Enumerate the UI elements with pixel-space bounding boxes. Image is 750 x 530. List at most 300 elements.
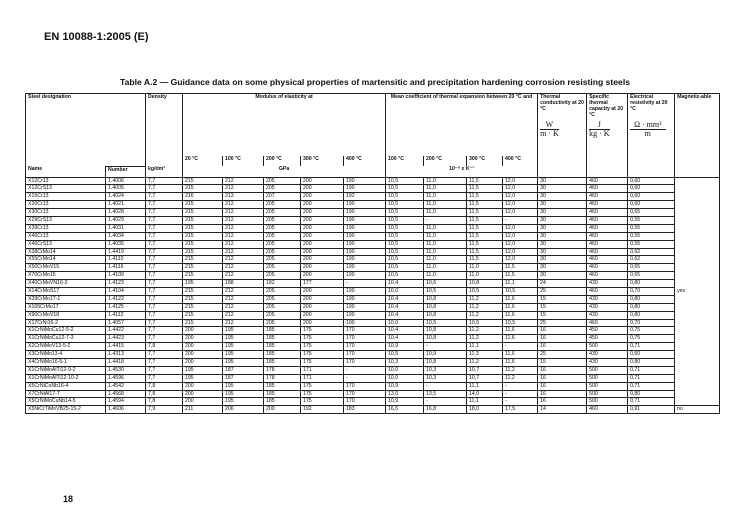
value-cell: 185 xyxy=(264,327,301,335)
thermal-conductivity-unit: $\frac{W}{m \cdot K}$ xyxy=(540,120,559,138)
value-cell: 11,5 xyxy=(467,193,503,201)
value-cell: 185 xyxy=(264,351,301,359)
value-cell: 11,5 xyxy=(467,224,503,232)
value-cell: 10,4 xyxy=(386,280,424,288)
value-cell: 11,5 xyxy=(467,209,503,217)
steel-number-cell: 1.4021 xyxy=(106,201,146,209)
value-cell: 11,5 xyxy=(467,201,503,209)
value-cell: 11,2 xyxy=(503,366,538,374)
steel-name-cell: X3CrNiMo13-4 xyxy=(26,351,106,359)
value-cell: 190 xyxy=(344,240,386,248)
steel-number-cell: 1.4418 xyxy=(106,358,146,366)
value-cell: 183 xyxy=(344,406,386,414)
table-row xyxy=(26,319,720,327)
value-cell: 211 xyxy=(183,406,223,414)
steel-name-cell: X46CrS13 xyxy=(26,240,106,248)
value-cell: 460 xyxy=(587,248,628,256)
value-cell: 10,5 xyxy=(424,319,467,327)
value-cell: 205 xyxy=(264,177,301,185)
value-cell: 10,4 xyxy=(386,327,424,335)
value-cell: 190 xyxy=(344,264,386,272)
value-cell: 15 xyxy=(538,358,587,366)
steel-name-cell: X5NiCrTiMoVB25-15-2 xyxy=(26,406,106,414)
value-cell: 190 xyxy=(344,303,386,311)
value-cell: 10,3 xyxy=(424,374,467,382)
value-cell: 11,6 xyxy=(503,351,538,359)
steel-number-cell: 1.4029 xyxy=(106,216,146,224)
value-cell: 15 xyxy=(538,295,587,303)
value-cell: 7,7 xyxy=(146,209,183,217)
value-cell: 7,7 xyxy=(146,193,183,201)
value-cell: 10,5 xyxy=(386,177,424,185)
value-cell: 7,7 xyxy=(146,185,183,193)
value-cell: 175 xyxy=(301,343,344,351)
document-id: EN 10088-1:2005 (E) xyxy=(44,31,149,43)
value-cell: 30 xyxy=(538,209,587,217)
value-cell: 205 xyxy=(264,264,301,272)
header-expansion-200: 200 °C xyxy=(424,156,467,167)
value-cell: 0,55 xyxy=(628,216,675,224)
steel-name-cell: X4CrNiMo16-5-1 xyxy=(26,358,106,366)
value-cell: 11,5 xyxy=(467,256,503,264)
header-electrical-resistivity xyxy=(628,94,675,178)
value-cell: 200 xyxy=(183,343,223,351)
value-cell: 460 xyxy=(587,272,628,280)
value-cell: 30 xyxy=(538,240,587,248)
value-cell: 192 xyxy=(344,193,386,201)
value-cell: 170 xyxy=(344,382,386,390)
value-cell: 11,6 xyxy=(503,358,538,366)
value-cell: 10,5 xyxy=(386,232,424,240)
steel-name-cell: X29CrS13 xyxy=(26,216,106,224)
value-cell: 30 xyxy=(538,264,587,272)
value-cell: 11,3 xyxy=(467,351,503,359)
value-cell: 215 xyxy=(183,287,223,295)
value-cell: 185 xyxy=(264,390,301,398)
value-cell: - xyxy=(424,343,467,351)
value-cell: 170 xyxy=(344,343,386,351)
value-cell: 14 xyxy=(538,406,587,414)
steel-name-cell: X7CrNiAl17-7 xyxy=(26,390,106,398)
value-cell: 12,0 xyxy=(503,201,538,209)
magnetizable-yes-cell: yes xyxy=(675,177,720,406)
value-cell: 11,6 xyxy=(503,327,538,335)
value-cell: 460 xyxy=(587,256,628,264)
value-cell: 200 xyxy=(301,216,344,224)
header-density: Density xyxy=(146,94,183,156)
value-cell: 175 xyxy=(301,327,344,335)
value-cell: 25 xyxy=(538,351,587,359)
steel-name-cell: X39Cr13 xyxy=(26,224,106,232)
table-row xyxy=(26,248,720,256)
value-cell: 500 xyxy=(587,398,628,406)
table-row xyxy=(26,224,720,232)
value-cell: 11,2 xyxy=(467,303,503,311)
value-cell: 190 xyxy=(344,248,386,256)
value-cell: 212 xyxy=(223,311,264,319)
value-cell: 190 xyxy=(344,311,386,319)
value-cell: 200 xyxy=(301,177,344,185)
header-magnetizable: Magnetiz-able xyxy=(675,94,720,178)
header-density-unit: kg/dm³ xyxy=(146,166,183,177)
value-cell: 190 xyxy=(344,295,386,303)
value-cell: 212 xyxy=(223,240,264,248)
value-cell: 460 xyxy=(587,232,628,240)
specific-heat-label: Specific thermal capacity at 20 °C xyxy=(589,94,624,118)
value-cell: 30 xyxy=(538,256,587,264)
table-row xyxy=(26,390,720,398)
steel-number-cell: 1.4104 xyxy=(106,287,146,295)
value-cell: 200 xyxy=(301,224,344,232)
value-cell: 450 xyxy=(587,335,628,343)
value-cell: 190 xyxy=(344,177,386,185)
value-cell: - xyxy=(424,382,467,390)
table-caption: Table A.2 — Guidance data on some physical properties of martensitic and precipitation hardening corrosion resisting steels xyxy=(119,77,630,87)
value-cell: 205 xyxy=(264,287,301,295)
value-cell: 215 xyxy=(183,272,223,280)
value-cell: 10,3 xyxy=(424,366,467,374)
table-row xyxy=(26,295,720,303)
value-cell: 10,5 xyxy=(386,224,424,232)
value-cell: 195 xyxy=(183,374,223,382)
steel-number-cell: 1.4596 xyxy=(106,374,146,382)
value-cell: 215 xyxy=(183,209,223,217)
steel-number-cell: 1.4542 xyxy=(106,382,146,390)
value-cell: 0,71 xyxy=(628,382,675,390)
value-cell: 192 xyxy=(301,406,344,414)
value-cell: 500 xyxy=(587,374,628,382)
steel-number-cell: 1.4028 xyxy=(106,209,146,217)
steel-name-cell: X39CrMo17-1 xyxy=(26,295,106,303)
value-cell: 7,7 xyxy=(146,248,183,256)
table-row xyxy=(26,201,720,209)
value-cell: 25 xyxy=(538,319,587,327)
header-modulus-20: 20 °C xyxy=(183,156,223,167)
value-cell: 10,5 xyxy=(386,185,424,193)
value-cell: 10,5 xyxy=(386,193,424,201)
value-cell: 430 xyxy=(587,358,628,366)
value-cell: 205 xyxy=(264,319,301,327)
value-cell: 16 xyxy=(538,382,587,390)
value-cell: 11,0 xyxy=(424,209,467,217)
value-cell: 0,60 xyxy=(628,201,675,209)
value-cell: 460 xyxy=(587,216,628,224)
value-cell: 212 xyxy=(223,256,264,264)
value-cell: 12,0 xyxy=(503,209,538,217)
value-cell: 200 xyxy=(301,264,344,272)
value-cell: 206 xyxy=(223,406,264,414)
value-cell: 215 xyxy=(183,319,223,327)
value-cell: - xyxy=(344,280,386,288)
value-cell: 11,2 xyxy=(467,358,503,366)
value-cell: 11,0 xyxy=(424,193,467,201)
value-cell: 215 xyxy=(183,256,223,264)
value-cell: 11,0 xyxy=(424,264,467,272)
value-cell: 188 xyxy=(223,280,264,288)
value-cell: 212 xyxy=(223,185,264,193)
value-cell: 10,5 xyxy=(467,287,503,295)
value-cell: 10,7 xyxy=(467,374,503,382)
table-row xyxy=(26,240,720,248)
value-cell: 0,80 xyxy=(628,303,675,311)
value-cell: 30 xyxy=(538,224,587,232)
value-cell: 200 xyxy=(301,185,344,193)
value-cell: 11,0 xyxy=(424,272,467,280)
value-cell: 205 xyxy=(264,248,301,256)
value-cell: 195 xyxy=(223,382,264,390)
value-cell: 215 xyxy=(183,224,223,232)
value-cell: 7,7 xyxy=(146,201,183,209)
value-cell: 7,7 xyxy=(146,264,183,272)
value-cell: 13,0 xyxy=(386,390,424,398)
steel-name-cell: X12CrS13 xyxy=(26,185,106,193)
value-cell: 190 xyxy=(344,319,386,327)
value-cell: 187 xyxy=(223,374,264,382)
value-cell: 7,8 xyxy=(146,390,183,398)
value-cell: 7,7 xyxy=(146,327,183,335)
value-cell: 7,7 xyxy=(146,287,183,295)
table-row xyxy=(26,311,720,319)
specific-heat-unit: $\frac{J}{kg \cdot K}$ xyxy=(589,120,610,138)
value-cell: 205 xyxy=(264,185,301,193)
value-cell: 10,7 xyxy=(467,366,503,374)
value-cell: 215 xyxy=(183,295,223,303)
value-cell: - xyxy=(344,366,386,374)
value-cell: - xyxy=(503,343,538,351)
value-cell: 14,0 xyxy=(467,390,503,398)
value-cell: 460 xyxy=(587,193,628,201)
value-cell: 430 xyxy=(587,295,628,303)
value-cell: 0,60 xyxy=(628,351,675,359)
steel-number-cell: 1.4422 xyxy=(106,327,146,335)
value-cell: 13,5 xyxy=(424,390,467,398)
value-cell: 11,1 xyxy=(467,382,503,390)
value-cell: 11,6 xyxy=(503,295,538,303)
value-cell: 200 xyxy=(301,232,344,240)
value-cell: 10,5 xyxy=(386,248,424,256)
steel-name-cell: X46Cr13 xyxy=(26,232,106,240)
value-cell: 205 xyxy=(264,232,301,240)
value-cell: 460 xyxy=(587,224,628,232)
value-cell: 0,55 xyxy=(628,232,675,240)
value-cell: 16 xyxy=(538,366,587,374)
value-cell: 190 xyxy=(344,256,386,264)
value-cell: 215 xyxy=(183,311,223,319)
value-cell: 0,75 xyxy=(628,335,675,343)
steel-name-cell: X14CrMoS17 xyxy=(26,287,106,295)
steel-name-cell: X55CrMo14 xyxy=(26,256,106,264)
header-thermal-conductivity xyxy=(538,94,587,178)
value-cell: 205 xyxy=(264,303,301,311)
steel-name-cell: X38CrMo14 xyxy=(26,248,106,256)
value-cell: 215 xyxy=(183,303,223,311)
value-cell: 10,5 xyxy=(386,209,424,217)
value-cell: 205 xyxy=(264,216,301,224)
value-cell: 187 xyxy=(223,366,264,374)
value-cell: 0,62 xyxy=(628,256,675,264)
value-cell: 7,7 xyxy=(146,351,183,359)
value-cell: 170 xyxy=(344,335,386,343)
value-cell: 7,7 xyxy=(146,280,183,288)
table-body xyxy=(26,177,720,414)
value-cell: 10,9 xyxy=(386,398,424,406)
value-cell: 195 xyxy=(183,366,223,374)
value-cell: 10,4 xyxy=(386,335,424,343)
value-cell: 11,5 xyxy=(467,185,503,193)
value-cell: 16 xyxy=(538,390,587,398)
value-cell: 16 xyxy=(538,343,587,351)
value-cell: 200 xyxy=(301,311,344,319)
table-row xyxy=(26,193,720,201)
value-cell: 10,4 xyxy=(386,295,424,303)
value-cell: 460 xyxy=(587,201,628,209)
value-cell: 430 xyxy=(587,303,628,311)
value-cell: 11,0 xyxy=(424,177,467,185)
value-cell: - xyxy=(503,216,538,224)
value-cell: 11,1 xyxy=(467,398,503,406)
value-cell: 11,0 xyxy=(424,201,467,209)
value-cell: 11,1 xyxy=(503,280,538,288)
value-cell: 195 xyxy=(223,327,264,335)
value-cell: 200 xyxy=(301,295,344,303)
header-spacer xyxy=(146,156,183,167)
value-cell: 171 xyxy=(301,374,344,382)
value-cell: 460 xyxy=(587,406,628,414)
steel-number-cell: 1.4123 xyxy=(106,280,146,288)
value-cell: 10,9 xyxy=(386,343,424,351)
value-cell: 215 xyxy=(183,201,223,209)
value-cell: 10,0 xyxy=(386,287,424,295)
header-modulus-200: 200 °C xyxy=(264,156,301,167)
value-cell: 7,8 xyxy=(146,343,183,351)
value-cell: 7,7 xyxy=(146,303,183,311)
value-cell: 200 xyxy=(183,382,223,390)
value-cell: 11,0 xyxy=(424,185,467,193)
value-cell: 500 xyxy=(587,382,628,390)
value-cell: 11,6 xyxy=(503,335,538,343)
table-row xyxy=(26,216,720,224)
value-cell: 175 xyxy=(301,351,344,359)
value-cell: 0,65 xyxy=(628,264,675,272)
value-cell: 460 xyxy=(587,240,628,248)
steel-name-cell: X1CrNiMoAlTi12-10-2 xyxy=(26,374,106,382)
value-cell: 190 xyxy=(344,216,386,224)
value-cell: 11,5 xyxy=(467,248,503,256)
value-cell: 200 xyxy=(301,193,344,201)
value-cell: 11,0 xyxy=(467,272,503,280)
value-cell: 460 xyxy=(587,185,628,193)
value-cell: 0,71 xyxy=(628,366,675,374)
table-row xyxy=(26,264,720,272)
steel-name-cell: X50CrMoV15 xyxy=(26,264,106,272)
header-expansion-unit: 10⁻⁶ x K⁻¹ xyxy=(386,166,538,177)
value-cell: 7,7 xyxy=(146,295,183,303)
value-cell: 16 xyxy=(538,374,587,382)
value-cell: 7,7 xyxy=(146,177,183,185)
value-cell: 7,8 xyxy=(146,398,183,406)
value-cell: 0,91 xyxy=(628,406,675,414)
value-cell: 7,7 xyxy=(146,224,183,232)
value-cell: 0,71 xyxy=(628,343,675,351)
steel-number-cell: 1.4419 xyxy=(106,248,146,256)
value-cell: 195 xyxy=(223,351,264,359)
value-cell: 200 xyxy=(183,398,223,406)
value-cell: 178 xyxy=(264,366,301,374)
table-row xyxy=(26,335,720,343)
value-cell: 460 xyxy=(587,319,628,327)
value-cell: 0,80 xyxy=(628,390,675,398)
value-cell: 10,5 xyxy=(503,287,538,295)
value-cell: 12,0 xyxy=(503,232,538,240)
value-cell: 0,60 xyxy=(628,193,675,201)
value-cell: 10,9 xyxy=(424,351,467,359)
table-row xyxy=(26,327,720,335)
value-cell: 190 xyxy=(344,272,386,280)
value-cell: 7,9 xyxy=(146,406,183,414)
value-cell: 10,5 xyxy=(386,351,424,359)
value-cell: 11,0 xyxy=(424,240,467,248)
value-cell: 175 xyxy=(301,382,344,390)
value-cell: 212 xyxy=(223,264,264,272)
value-cell: 175 xyxy=(301,358,344,366)
value-cell: 12,0 xyxy=(503,248,538,256)
value-cell: 10,3 xyxy=(386,358,424,366)
steel-number-cell: 1.4415 xyxy=(106,343,146,351)
table-row xyxy=(26,280,720,288)
table-row xyxy=(26,256,720,264)
table-row xyxy=(26,358,720,366)
value-cell: 195 xyxy=(223,390,264,398)
value-cell: 12,0 xyxy=(503,240,538,248)
value-cell: 10,8 xyxy=(424,311,467,319)
value-cell: 200 xyxy=(183,327,223,335)
steel-name-cell: X1CrNiMoCu12-7-3 xyxy=(26,335,106,343)
table-row xyxy=(26,232,720,240)
value-cell: 11,5 xyxy=(467,240,503,248)
steel-number-cell: 1.4568 xyxy=(106,390,146,398)
value-cell: 430 xyxy=(587,351,628,359)
value-cell: 11,2 xyxy=(467,327,503,335)
value-cell: 213 xyxy=(223,193,264,201)
value-cell: 460 xyxy=(587,177,628,185)
value-cell: 10,5 xyxy=(386,201,424,209)
value-cell: 200 xyxy=(183,335,223,343)
value-cell: 30 xyxy=(538,248,587,256)
header-modulus-100: 100 °C xyxy=(223,156,264,167)
value-cell: 10,0 xyxy=(386,319,424,327)
value-cell: 7,7 xyxy=(146,216,183,224)
steel-number-cell: 1.4122 xyxy=(106,295,146,303)
value-cell: 212 xyxy=(223,287,264,295)
value-cell: 212 xyxy=(223,272,264,280)
steel-number-cell: 1.4110 xyxy=(106,256,146,264)
value-cell: 212 xyxy=(223,216,264,224)
electrical-resistivity-unit: $\frac{\text{Ω · mm²}}{m}$ xyxy=(630,122,665,137)
value-cell: 205 xyxy=(264,295,301,303)
value-cell: - xyxy=(424,398,467,406)
value-cell: 185 xyxy=(264,343,301,351)
steel-name-cell: X20Cr13 xyxy=(26,201,106,209)
steel-number-cell: 1.4125 xyxy=(106,303,146,311)
value-cell: 185 xyxy=(264,335,301,343)
value-cell: 30 xyxy=(538,185,587,193)
steel-name-cell: X70CrMo15 xyxy=(26,272,106,280)
value-cell: 0,80 xyxy=(628,280,675,288)
steel-number-cell: 1.4594 xyxy=(106,398,146,406)
magnetizable-no-cell: no xyxy=(675,406,720,414)
value-cell: 10,5 xyxy=(424,287,467,295)
value-cell: 10,8 xyxy=(424,335,467,343)
